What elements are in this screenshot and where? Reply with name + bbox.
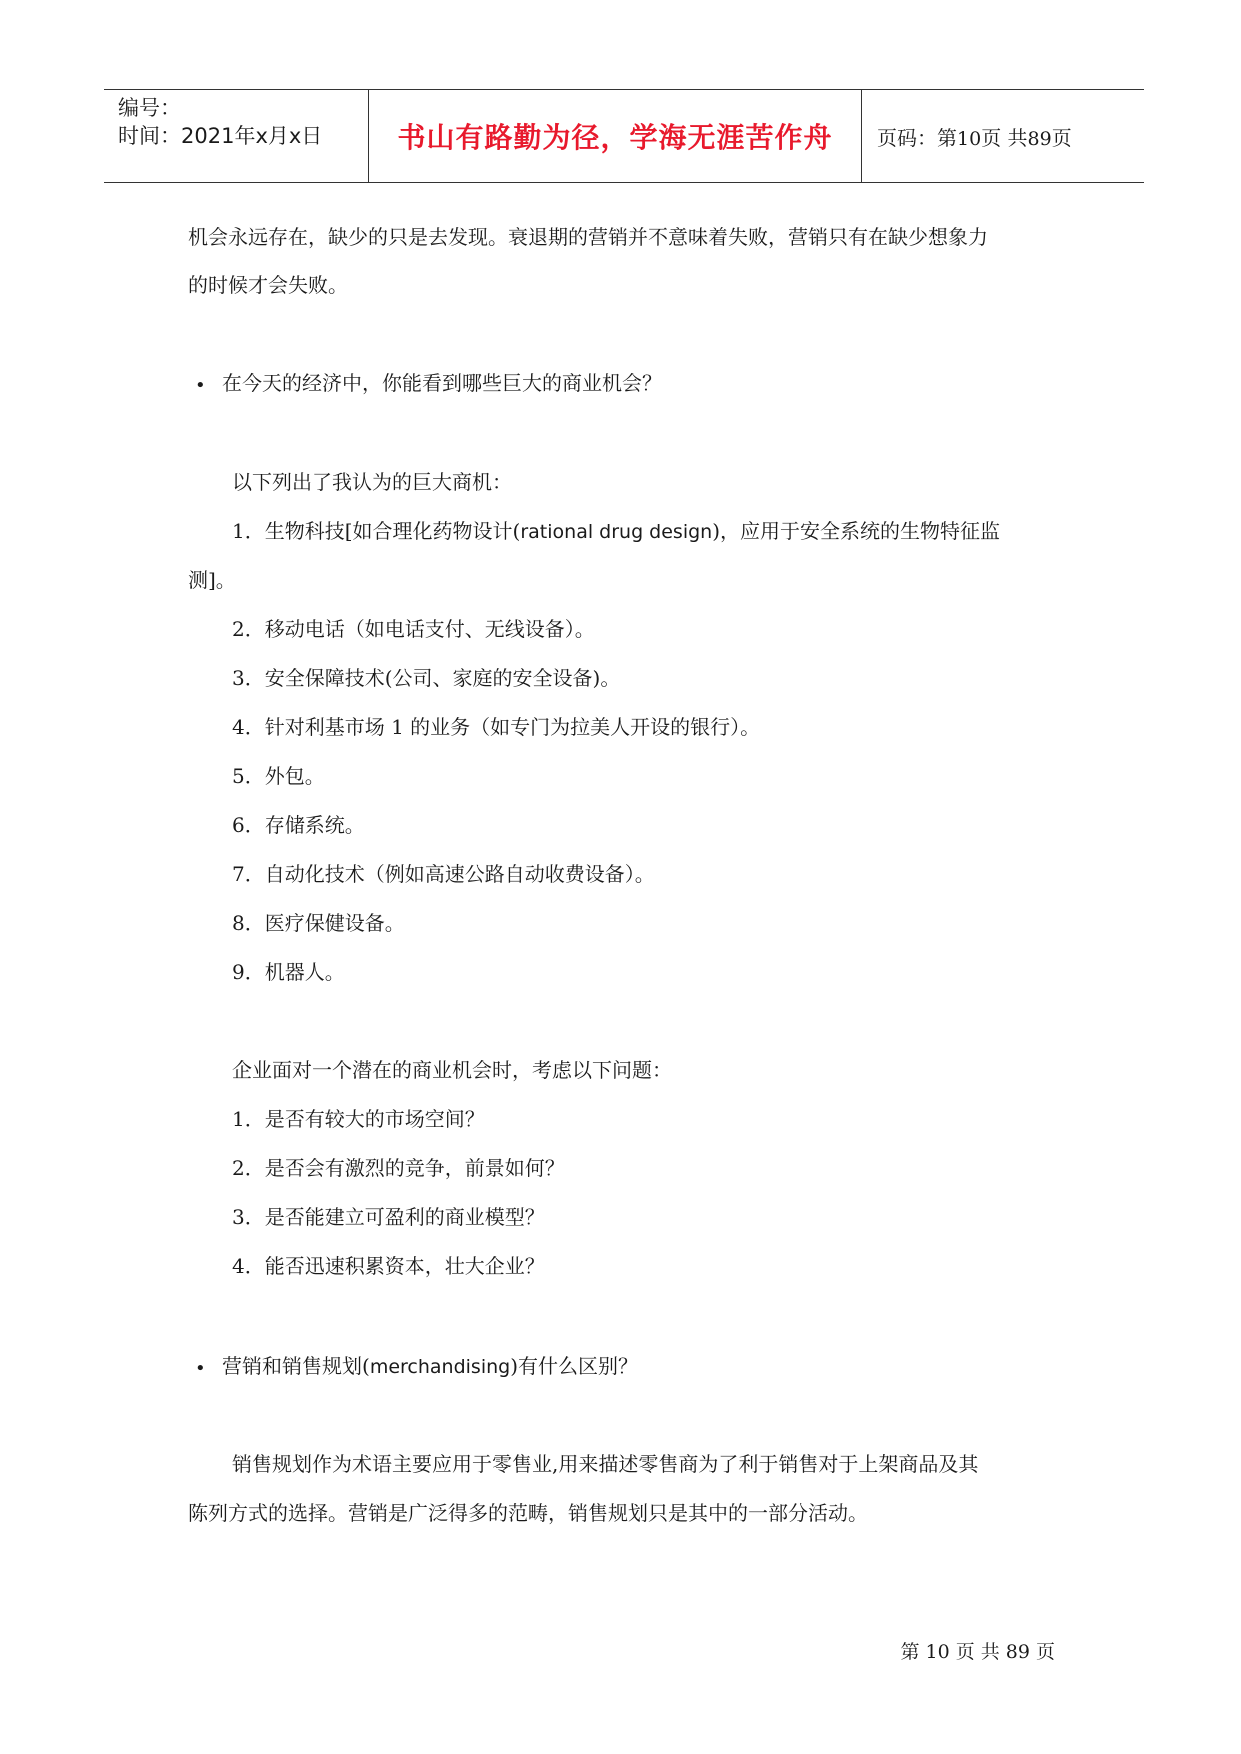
list-item: 2．移动电话（如电话支付、无线设备）。	[232, 617, 595, 641]
list-item: 4．针对利基市场 1 的业务（如专门为拉美人开设的银行）。	[232, 715, 761, 739]
list-item: 6．存储系统。	[232, 813, 365, 837]
page-header	[104, 89, 1144, 183]
list-item: 8．医疗保健设备。	[232, 911, 405, 935]
answer-line-1: 销售规划作为术语主要应用于零售业,用来描述零售商为了利于销售对于上架商品及其	[232, 1452, 979, 1476]
considerations-lead: 企业面对一个潜在的商业机会时，考虑以下问题：	[232, 1058, 672, 1082]
header-page-cell	[863, 90, 1144, 182]
list-item: 9．机器人。	[232, 960, 345, 984]
list-item: 1．是否有较大的市场空间？	[232, 1107, 485, 1131]
page-current: 10	[957, 127, 982, 150]
list-item: 3．安全保障技术(公司、家庭的安全设备)。	[232, 666, 621, 690]
header-motto-cell	[369, 90, 862, 182]
opportunity-item-1: 1．生物科技[如合理化药物设计(rational drug design)，应用于安全系统的生物特征监	[232, 519, 1001, 543]
answer-line-2: 陈列方式的选择。营销是广泛得多的范畴，销售规划只是其中的一部分活动。	[188, 1501, 868, 1525]
bullet-icon: •	[195, 375, 206, 396]
question-1: 在今天的经济中，你能看到哪些巨大的商业机会？	[222, 371, 662, 395]
list-item: 2．是否会有激烈的竞争，前景如何？	[232, 1156, 565, 1180]
number-label: 编号：	[118, 96, 181, 120]
page-code: 页码：第10页 共89页	[877, 125, 1072, 150]
page-total: 89	[1027, 127, 1052, 150]
list-item: 5．外包。	[232, 764, 325, 788]
motto-text: 书山有路勤为径，学海无涯苦作舟	[397, 121, 833, 154]
page-footer: 第 10 页 共 89 页	[900, 1641, 1055, 1663]
list-item: 4．能否迅速积累资本，壮大企业？	[232, 1254, 545, 1278]
intro-line-1: 机会永远存在，缺少的只是去发现。衰退期的营销并不意味着失败，营销只有在缺少想象力	[188, 225, 988, 249]
bullet-icon: •	[195, 1358, 206, 1379]
header-info-cell	[104, 90, 369, 182]
opportunities-lead: 以下列出了我认为的巨大商机：	[232, 470, 512, 494]
list-item: 3．是否能建立可盈利的商业模型？	[232, 1205, 545, 1229]
time-label: 时间：2021年x月x日	[118, 124, 323, 148]
opportunity-item-1-cont: 测]。	[188, 568, 236, 592]
question-2: 营销和销售规划(merchandising)有什么区别？	[222, 1354, 639, 1378]
list-item: 7．自动化技术（例如高速公路自动收费设备）。	[232, 862, 655, 886]
intro-line-2: 的时候才会失败。	[188, 273, 348, 297]
